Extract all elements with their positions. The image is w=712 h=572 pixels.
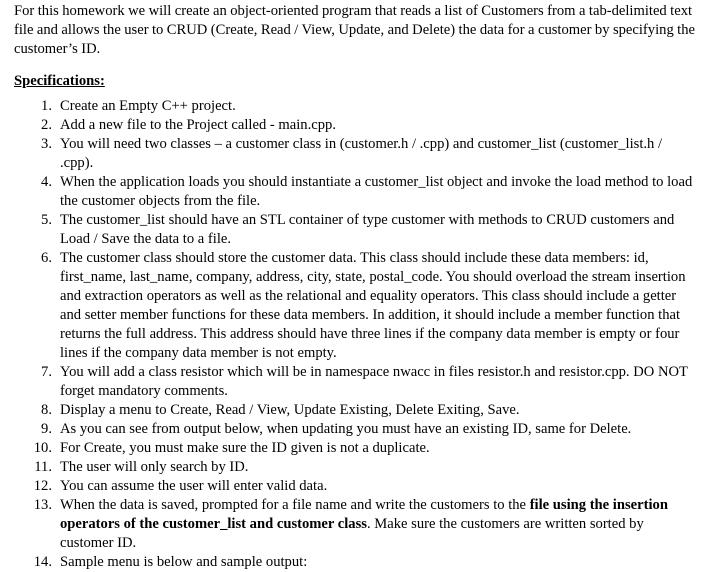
item-number: 10. [33,440,52,456]
list-item [14,496,698,553]
item-text: The customer_list should have an STL container of type customer with methods to CRUD customers and Load / Save the data to a file. [60,212,675,247]
item-number: 8. [41,402,52,418]
item-text: When the application loads you should instantiate a customer_list object and invoke the load method to load the customer objects from the file. [60,174,693,209]
intro-paragraph: For this homework we will create an object-oriented program that reads a list of Customers from a tab-delimited text file and allows the user to CRUD (Create, Read / View, Update, and Delete) the data for a customer by specifying the customer’s ID. [14,3,696,57]
list-item [14,173,698,211]
specifications-list [14,97,698,572]
item-number: 6. [41,250,52,266]
item-text: You will need two classes – a customer class in (customer.h / .cpp) and customer_list (customer_list.h / .cpp). [60,136,663,171]
list-item [14,211,698,249]
item-text: You will add a class resistor which will be in namespace nwacc in files resistor.h and resistor.cpp. DO NOT forget mandatory comments. [60,364,688,399]
list-item [14,249,698,363]
item-number: 1. [41,98,52,114]
list-item [14,553,698,572]
item-number: 7. [41,364,52,380]
item-text: Sample menu is below and sample output: [60,554,308,570]
item-text: Add a new file to the Project called - main.cpp. [60,117,336,133]
item-number: 9. [41,421,52,437]
item-number: 4. [41,174,52,190]
item-number: 12. [33,478,52,494]
item-text: For Create, you must make sure the ID given is not a duplicate. [60,440,430,456]
item-text: The customer class should store the customer data. This class should include these data members: id, first_name, last_name, company, address, city, state, postal_code. You should overload the stream insertion and extraction operators as well as the relational and equality operators. This class should include a getter and setter member functions for these data members. In addition, it should include a member function that returns the full address. This address should have three lines if the company data member is empty or four lines if the company data member is not empty. [60,250,686,361]
list-item [14,439,698,458]
list-item [14,477,698,496]
item-number: 13. [33,497,52,513]
list-item [14,116,698,135]
item-number: 11. [34,459,52,475]
item-text: Create an Empty C++ project. [60,98,236,114]
list-item [14,420,698,439]
list-item [14,97,698,116]
item-number: 2. [41,117,52,133]
list-item [14,401,698,420]
list-item [14,458,698,477]
specifications-heading: Specifications: [14,73,105,89]
item-text-before: When the data is saved, prompted for a file name and write the customers to the [60,497,530,513]
item-text: Display a menu to Create, Read / View, Update Existing, Delete Exiting, Save. [60,402,520,418]
item-text-after: . Make sure the customers are written sorted by customer ID. [60,516,644,551]
item-text-bold: file using the insertion operators of the customer_list and customer class [60,497,668,532]
item-text: The user will only search by ID. [60,459,249,475]
item-text: As you can see from output below, when updating you must have an existing ID, same for Delete. [60,421,632,437]
item-number: 3. [41,136,52,152]
item-text: You can assume the user will enter valid data. [60,478,328,494]
list-item [14,363,698,401]
item-number: 14. [33,554,52,570]
list-item [14,135,698,173]
item-number: 5. [41,212,52,228]
